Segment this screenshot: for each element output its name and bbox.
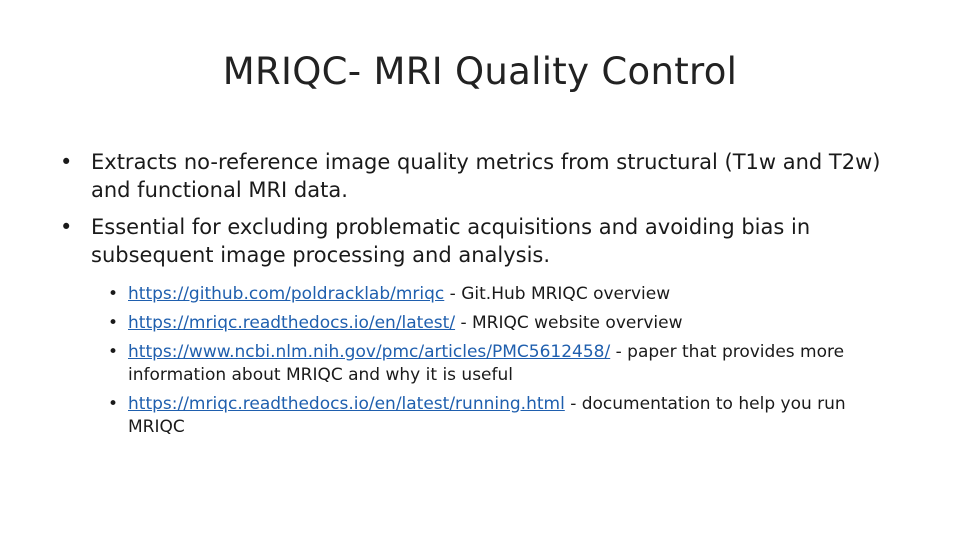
link-description: - documentation to help you run MRIQC [128,394,846,437]
link-item-paper [98,341,898,387]
bullet-text: Essential for excluding problematic acquisitions and avoiding bias in subsequent image processing and analysis. [91,215,811,267]
bullet-text: Extracts no-reference image quality metrics from structural (T1w and T2w) and functional MRI data. [91,150,881,202]
link-description: - Git.Hub MRIQC overview [444,284,671,304]
link-bullet-list [98,283,898,445]
documentation-link[interactable]: https://mriqc.readthedocs.io/en/latest/running.html [128,394,565,414]
main-bullet-list [60,148,900,278]
website-link[interactable]: https://mriqc.readthedocs.io/en/latest/ [128,313,456,333]
link-description: - paper that provides more information about MRIQC and why it is useful [128,342,845,385]
github-link[interactable]: https://github.com/poldracklab/mriqc [128,284,445,304]
bullet-icon: • [108,313,119,333]
paper-link[interactable]: https://www.ncbi.nlm.nih.gov/pmc/articles/PMC5612458/ [128,342,611,362]
slide-title: MRIQC- MRI Quality Control [222,50,738,93]
bullet-icon: • [108,342,119,362]
bullet-item-essential [60,213,900,269]
bullet-icon: • [60,150,73,174]
link-description: - MRIQC website overview [455,313,683,333]
link-item-website [98,312,898,335]
bullet-icon: • [108,394,119,414]
bullet-icon: • [108,284,119,304]
link-item-github [98,283,898,306]
link-item-documentation [98,393,898,439]
bullet-icon: • [60,215,73,239]
bullet-item-extracts-metrics [60,148,900,204]
